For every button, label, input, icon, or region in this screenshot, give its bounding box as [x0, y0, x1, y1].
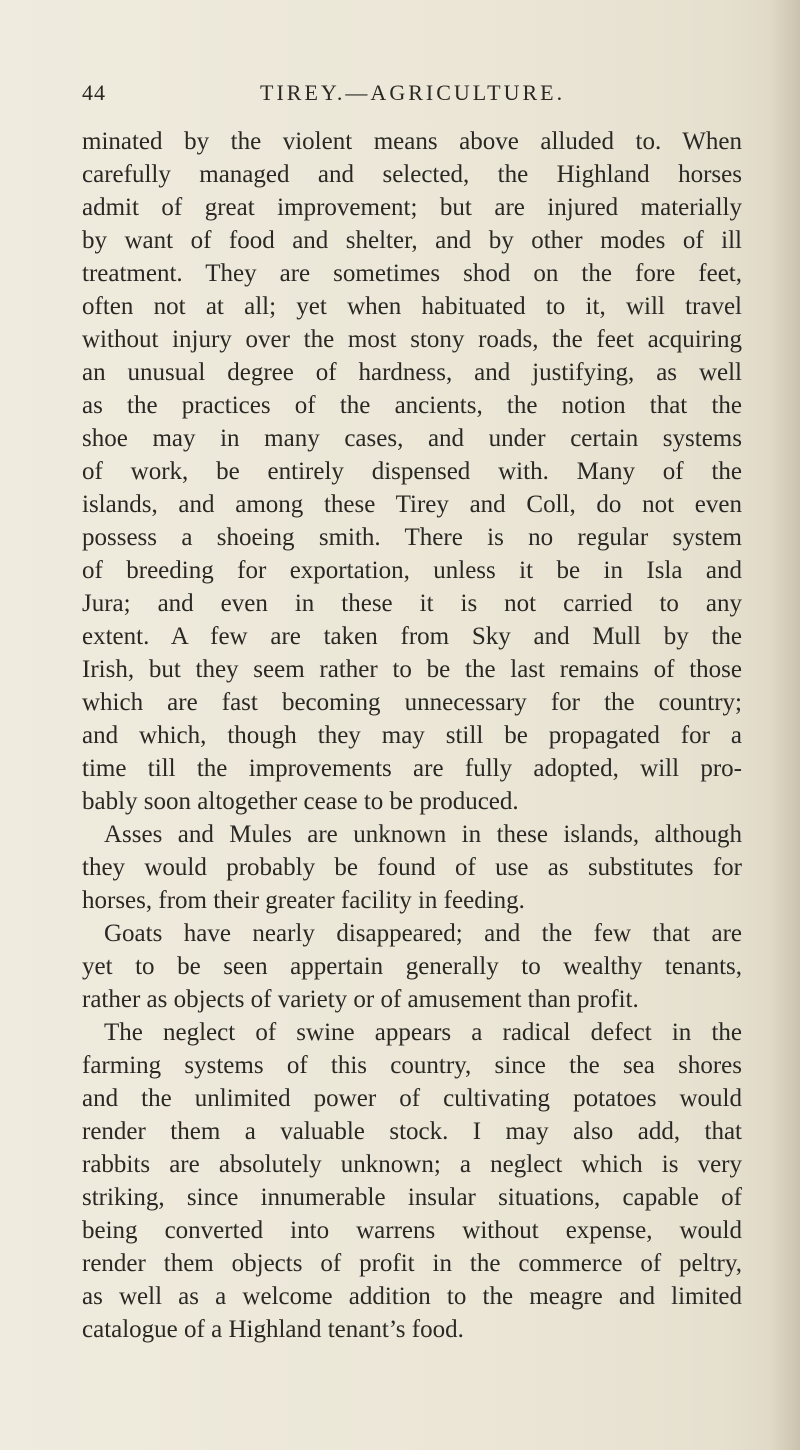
page-edge-shadow: [770, 0, 800, 1450]
text-line: rabbits are absolutely unknown; a neglect which is very: [82, 1151, 742, 1178]
text-line: islands, and among these Tirey and Coll, do not even: [82, 491, 742, 518]
text-line: rather as objects of variety or of amusement than profit.: [82, 986, 639, 1013]
text-line: render them a valuable stock. I may also add, that: [82, 1118, 742, 1145]
body-text: [82, 125, 742, 1346]
running-head: [82, 80, 738, 112]
text-line: as the practices of the ancients, the notion that the: [82, 392, 742, 419]
text-line: render them objects of profit in the commerce of peltry,: [82, 1250, 742, 1277]
text-line: possess a shoeing smith. There is no regular system: [82, 524, 742, 551]
text-line: which are fast becoming unnecessary for the country;: [82, 689, 742, 716]
text-line: of breeding for exportation, unless it be in Isla and: [82, 557, 742, 584]
text-line: bably soon altogether cease to be produced.: [82, 788, 519, 815]
text-line: catalogue of a Highland tenant’s food.: [82, 1316, 464, 1343]
paragraph-start-line: The neglect of swine appears a radical defect in the: [104, 1019, 742, 1046]
text-line: treatment. They are sometimes shod on the fore feet,: [82, 260, 742, 287]
text-line: yet to be seen appertain generally to wealthy tenants,: [82, 953, 742, 980]
text-line: as well as a welcome addition to the meagre and limited: [82, 1283, 742, 1310]
text-line: often not at all; yet when habituated to it, will travel: [82, 293, 742, 320]
page-number: 44: [82, 80, 106, 105]
text-line: Irish, but they seem rather to be the last remains of those: [82, 656, 742, 683]
text-line: Jura; and even in these it is not carried to any: [82, 590, 742, 617]
text-line: horses, from their greater facility in feeding.: [82, 887, 525, 914]
text-line: and the unlimited power of cultivating potatoes would: [82, 1085, 742, 1112]
text-line: of work, be entirely dispensed with. Many of the: [82, 458, 742, 485]
text-line: admit of great improvement; but are injured materially: [82, 194, 742, 221]
text-line: striking, since innumerable insular situations, capable of: [82, 1184, 742, 1211]
text-line: farming systems of this country, since the sea shores: [82, 1052, 742, 1079]
text-line: extent. A few are taken from Sky and Mull by the: [82, 623, 742, 650]
text-line: without injury over the most stony roads, the feet acquiring: [82, 326, 742, 353]
paragraph-start-line: Asses and Mules are unknown in these islands, although: [104, 821, 742, 848]
text-line: an unusual degree of hardness, and justifying, as well: [82, 359, 742, 386]
text-line: being converted into warrens without expense, would: [82, 1217, 742, 1244]
text-line: by want of food and shelter, and by other modes of ill: [82, 227, 742, 254]
text-line: they would probably be found of use as substitutes for: [82, 854, 742, 881]
text-line: minated by the violent means above alluded to. When: [82, 128, 742, 155]
running-title: TIREY.—AGRICULTURE.: [260, 80, 566, 105]
text-line: and which, though they may still be propagated for a: [82, 722, 742, 749]
text-line: time till the improvements are fully adopted, will pro-: [82, 755, 742, 782]
text-line: carefully managed and selected, the Highland horses: [82, 161, 742, 188]
paragraph-start-line: Goats have nearly disappeared; and the few that are: [104, 920, 742, 947]
text-line: shoe may in many cases, and under certain systems: [82, 425, 742, 452]
